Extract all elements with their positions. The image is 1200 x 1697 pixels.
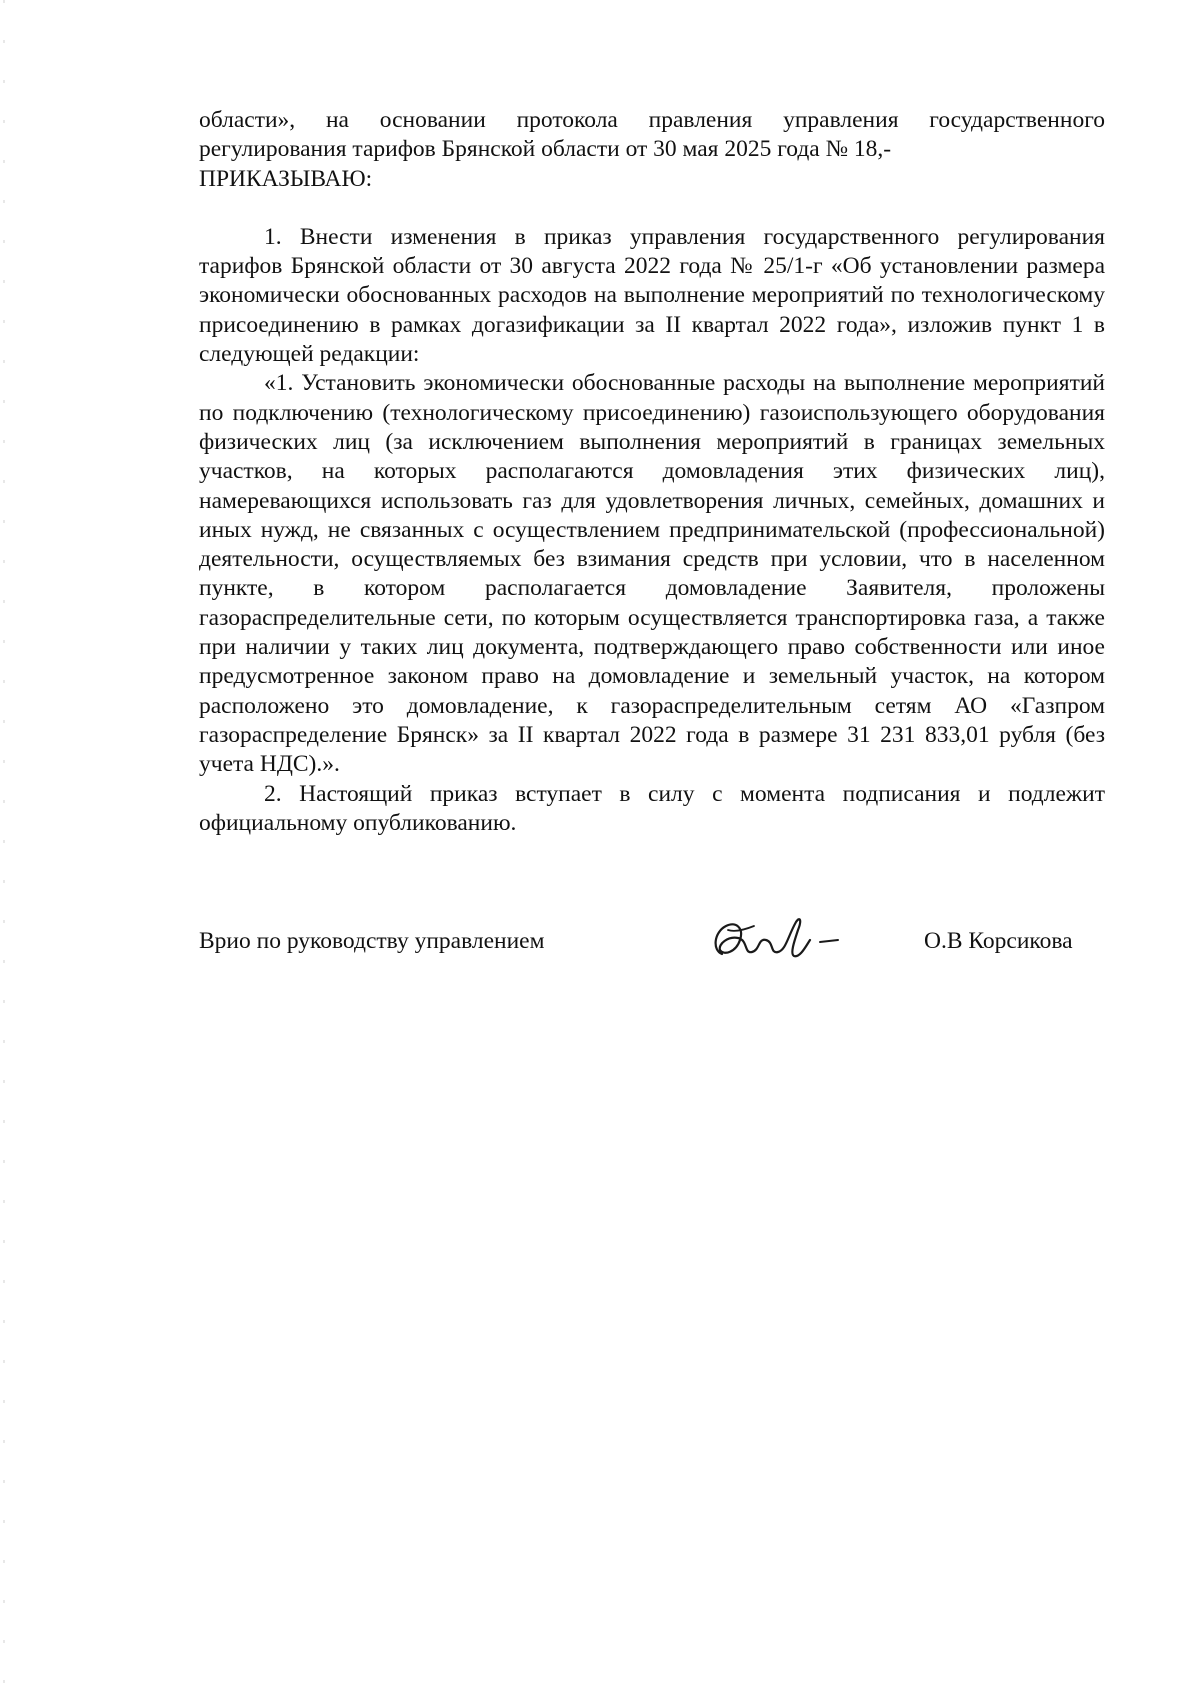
intro-paragraph: области», на основании протокола правления управления государственного регулирования тарифов Брянской области от 30 мая 2025 года № 18,-: [199, 107, 1105, 163]
scan-edge-artifact: [3, 0, 5, 1697]
order-word: ПРИКАЗЫВАЮ:: [199, 165, 373, 192]
signatory-name: О.В Корсикова: [924, 928, 1073, 954]
document-body: [199, 106, 1105, 838]
handwritten-signature: [704, 910, 864, 970]
signatory-position: Врио по руководству управлением: [199, 928, 545, 954]
paragraph-gap: [199, 194, 1105, 223]
signature-block: [199, 910, 1099, 970]
item-1-paragraph: 1. Внести изменения в приказ управления государственного регулирования тарифов Брянской области от 30 августа 2022 года № 25/1-г «Об установлении размера экономически обоснованных расходов на выполнение мероприятий по технологическому присоединению в рамках догазификации за II квартал 2022 года», изложив пункт 1 в следующей редакции:: [199, 223, 1105, 368]
item-1-quote-paragraph: «1. Установить экономически обоснованные расходы на выполнение мероприятий по подключению (технологическому присоединению) газоиспользующего оборудования физических лиц (за исключением выполнения мероприятий в границах земельных участков, на которых располагаются домовладения этих физических лиц), намеревающихся использовать газ для удовлетворения личных, семейных, домашних и иных нужд, не связанных с осуществлением предпринимательской (профессиональной) деятельности, осуществляемых без взимания средств при условии, что в населенном пункте, в котором располагается домовладение Заявителя, проложены газораспределительные сети, по которым осуществляется транспортировка газа, а также при наличии у таких лиц документа, подтверждающего право собственности или иное предусмотренное законом право на домовладение и земельный участок, на котором расположено это домовладение, к газораспределительным сетям АО «Газпром газораспределение Брянск» за II квартал 2022 года в размере 31 231 833,01 рубля (без учета НДС).».: [199, 370, 1105, 778]
item-2-paragraph: 2. Настоящий приказ вступает в силу с момента подписания и подлежит официальному опубликованию.: [199, 780, 1105, 836]
